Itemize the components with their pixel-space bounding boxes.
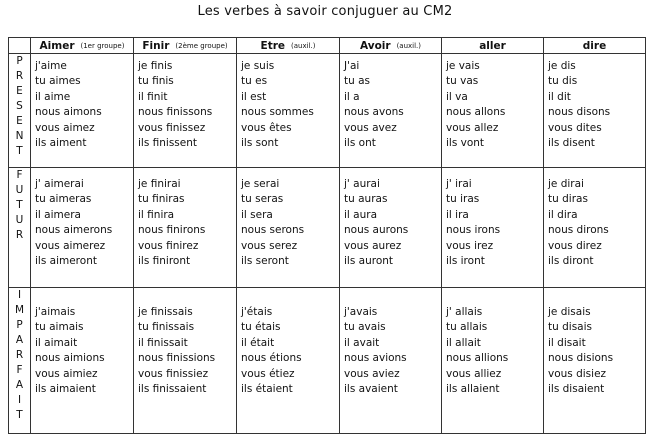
conjugation-form: j' aurai bbox=[344, 178, 380, 190]
tense-label bbox=[9, 54, 31, 168]
conjugation-form: nous allions bbox=[446, 352, 509, 365]
conjugation-form: ils vont bbox=[446, 136, 485, 149]
conjugation-form: ils finissent bbox=[138, 136, 198, 149]
conjugation-cell bbox=[237, 54, 340, 168]
conjugation-form: il aimera bbox=[35, 208, 81, 221]
conjugation-form: vous êtes bbox=[241, 121, 292, 134]
conjugation-form: je suis bbox=[241, 60, 275, 72]
header-dire bbox=[544, 38, 646, 54]
conjugation-cell bbox=[442, 168, 544, 288]
conjugation-form: vous aimez bbox=[35, 121, 95, 134]
conjugation-form: tu avais bbox=[344, 321, 386, 334]
conjugation-form: tu iras bbox=[446, 193, 480, 206]
verb-note: (auxil.) bbox=[396, 41, 422, 50]
tense-label-text: P R E S E N T bbox=[15, 55, 24, 157]
conjugation-form: tu vas bbox=[446, 75, 479, 88]
conjugation-cell bbox=[544, 288, 646, 434]
conjugation-form: vous direz bbox=[548, 239, 602, 252]
conjugation-form: vous alliez bbox=[446, 367, 502, 380]
conjugation-form: nous disons bbox=[548, 106, 611, 119]
verb-note: (2ème groupe) bbox=[175, 41, 228, 50]
conjugation-form: vous aurez bbox=[344, 239, 402, 252]
header-etre bbox=[237, 38, 340, 54]
conjugation-form: il dira bbox=[548, 208, 578, 221]
conjugation-form: j' allais bbox=[446, 306, 483, 318]
conjugation-form: ils seront bbox=[241, 254, 289, 267]
conjugation-cell bbox=[134, 288, 237, 434]
conjugation-form: tu diras bbox=[548, 193, 588, 206]
header-aller bbox=[442, 38, 544, 54]
verb-note: (auxil.) bbox=[291, 41, 316, 50]
conjugation-form: tu finis bbox=[138, 75, 174, 88]
conjugation-cell bbox=[544, 54, 646, 168]
conjugation-form: tu disais bbox=[548, 321, 592, 334]
tense-label-text: F U T U R bbox=[15, 169, 24, 241]
conjugation-form: ils auront bbox=[344, 254, 394, 267]
conjugation-form: tu es bbox=[241, 75, 268, 88]
conjugation-cell bbox=[442, 54, 544, 168]
header-aimer bbox=[31, 38, 134, 54]
conjugation-form: il sera bbox=[241, 208, 273, 221]
verb-label: aller bbox=[479, 39, 506, 52]
tense-row-imparfait bbox=[9, 288, 646, 434]
conjugation-form: ils aimaient bbox=[35, 382, 96, 395]
conjugation-form: je dis bbox=[548, 60, 576, 72]
verb-label: Finir bbox=[142, 39, 170, 52]
header-finir bbox=[134, 38, 237, 54]
tense-label bbox=[9, 168, 31, 288]
conjugation-form: tu auras bbox=[344, 193, 388, 206]
conjugation-form: vous aviez bbox=[344, 367, 400, 380]
conjugation-cell bbox=[237, 288, 340, 434]
conjugation-form: vous finissiez bbox=[138, 367, 209, 380]
conjugation-form: vous étiez bbox=[241, 367, 295, 380]
conjugation-form: vous aimerez bbox=[35, 239, 106, 252]
conjugation-cell bbox=[442, 288, 544, 434]
corner-cell bbox=[9, 38, 31, 54]
conjugation-form: nous aurons bbox=[344, 224, 409, 237]
conjugation-form: je finissais bbox=[138, 306, 193, 318]
conjugation-table bbox=[8, 37, 646, 434]
tense-label bbox=[9, 288, 31, 434]
conjugation-form: nous irons bbox=[446, 224, 501, 237]
header-avoir bbox=[340, 38, 442, 54]
tense-label-text: I M P A R F A I T bbox=[14, 289, 25, 421]
conjugation-form: nous aimons bbox=[35, 106, 102, 119]
conjugation-form: je disais bbox=[548, 306, 591, 318]
conjugation-form: il aimait bbox=[35, 336, 78, 349]
conjugation-form: nous finissions bbox=[138, 352, 216, 365]
conjugation-form: il avait bbox=[344, 336, 380, 349]
conjugation-form: ils avaient bbox=[344, 382, 398, 395]
conjugation-form: vous dites bbox=[548, 121, 602, 134]
conjugation-cell bbox=[134, 168, 237, 288]
conjugation-cell bbox=[31, 288, 134, 434]
conjugation-form: tu aimeras bbox=[35, 193, 92, 206]
conjugation-form: il va bbox=[446, 90, 468, 103]
conjugation-form: il disait bbox=[548, 336, 586, 349]
conjugation-form: vous finirez bbox=[138, 239, 199, 252]
conjugation-cell bbox=[340, 168, 442, 288]
conjugation-cell bbox=[237, 168, 340, 288]
conjugation-form: nous étions bbox=[241, 352, 302, 365]
conjugation-form: il finira bbox=[138, 208, 175, 221]
conjugation-form: il a bbox=[344, 90, 360, 103]
conjugation-cell bbox=[340, 288, 442, 434]
conjugation-form: ils finiront bbox=[138, 254, 191, 267]
conjugation-form: tu étais bbox=[241, 321, 281, 334]
conjugation-form: J'ai bbox=[344, 60, 360, 72]
conjugation-cell bbox=[31, 54, 134, 168]
verb-note: (1er groupe) bbox=[80, 41, 125, 50]
conjugation-form: il est bbox=[241, 90, 267, 103]
conjugation-form: il aime bbox=[35, 90, 71, 103]
conjugation-form: tu dis bbox=[548, 75, 578, 88]
conjugation-form: vous disiez bbox=[548, 367, 607, 380]
conjugation-form: tu as bbox=[344, 75, 371, 88]
conjugation-form: nous finirons bbox=[138, 224, 206, 237]
verb-label: Avoir bbox=[359, 39, 391, 52]
conjugation-form: je finirai bbox=[138, 178, 181, 190]
conjugation-form: nous avions bbox=[344, 352, 407, 365]
conjugation-form: tu seras bbox=[241, 193, 284, 206]
conjugation-form: il finit bbox=[138, 90, 168, 103]
verb-label: Aimer bbox=[39, 39, 75, 52]
conjugation-form: tu aimes bbox=[35, 75, 81, 88]
conjugation-form: vous irez bbox=[446, 239, 494, 252]
tense-row-present bbox=[9, 54, 646, 168]
conjugation-form: vous aimiez bbox=[35, 367, 98, 380]
conjugation-form: j'aime bbox=[35, 60, 67, 72]
page-title: Les verbes à savoir conjuguer au CM2 bbox=[197, 4, 453, 19]
conjugation-form: il était bbox=[241, 336, 275, 349]
conjugation-form: ils ont bbox=[344, 136, 376, 149]
conjugation-form: tu finissais bbox=[138, 321, 195, 334]
conjugation-form: ils finissaient bbox=[138, 382, 207, 395]
conjugation-form: j'aimais bbox=[35, 306, 76, 318]
conjugation-form: vous serez bbox=[241, 239, 298, 252]
conjugation-form: nous finissons bbox=[138, 106, 213, 119]
header-row bbox=[9, 38, 646, 54]
conjugation-form: tu aimais bbox=[35, 321, 84, 334]
conjugation-form: ils diront bbox=[548, 254, 594, 267]
conjugation-form: ils aimeront bbox=[35, 254, 97, 267]
conjugation-form: je serai bbox=[241, 178, 280, 190]
conjugation-form: vous finissez bbox=[138, 121, 206, 134]
conjugation-form: il ira bbox=[446, 208, 469, 221]
conjugation-form: ils disaient bbox=[548, 382, 605, 395]
conjugation-form: ils aiment bbox=[35, 136, 87, 149]
conjugation-form: nous disions bbox=[548, 352, 614, 365]
conjugation-form: ils disent bbox=[548, 136, 595, 149]
conjugation-form: nous avons bbox=[344, 106, 404, 119]
verb-label: dire bbox=[582, 39, 607, 52]
conjugation-form: tu finiras bbox=[138, 193, 185, 206]
conjugation-form: ils allaient bbox=[446, 382, 500, 395]
conjugation-form: il allait bbox=[446, 336, 481, 349]
conjugation-form: nous allons bbox=[446, 106, 506, 119]
conjugation-form: nous serons bbox=[241, 224, 305, 237]
conjugation-form: nous aimerons bbox=[35, 224, 113, 237]
conjugation-cell bbox=[134, 54, 237, 168]
conjugation-form: j'étais bbox=[241, 306, 273, 318]
conjugation-form: je vais bbox=[446, 60, 480, 72]
conjugation-form: je finis bbox=[138, 60, 173, 72]
conjugation-cell bbox=[340, 54, 442, 168]
conjugation-form: j'avais bbox=[344, 306, 378, 318]
conjugation-form: nous aimions bbox=[35, 352, 105, 365]
conjugation-form: je dirai bbox=[548, 178, 584, 190]
conjugation-form: tu allais bbox=[446, 321, 488, 334]
tense-row-futur bbox=[9, 168, 646, 288]
conjugation-form: ils sont bbox=[241, 136, 279, 149]
verb-label: Etre bbox=[260, 39, 286, 52]
conjugation-form: vous avez bbox=[344, 121, 397, 134]
conjugation-cell bbox=[31, 168, 134, 288]
conjugation-form: il aura bbox=[344, 208, 378, 221]
conjugation-form: ils iront bbox=[446, 254, 485, 267]
conjugation-form: il finissait bbox=[138, 336, 188, 349]
conjugation-form: vous allez bbox=[446, 121, 499, 134]
conjugation-cell bbox=[544, 168, 646, 288]
conjugation-form: j' aimerai bbox=[35, 178, 84, 190]
conjugation-form: il dit bbox=[548, 90, 571, 103]
conjugation-form: ils étaient bbox=[241, 382, 293, 395]
conjugation-form: nous sommes bbox=[241, 106, 314, 119]
conjugation-form: j' irai bbox=[446, 178, 472, 190]
conjugation-form: nous dirons bbox=[548, 224, 609, 237]
